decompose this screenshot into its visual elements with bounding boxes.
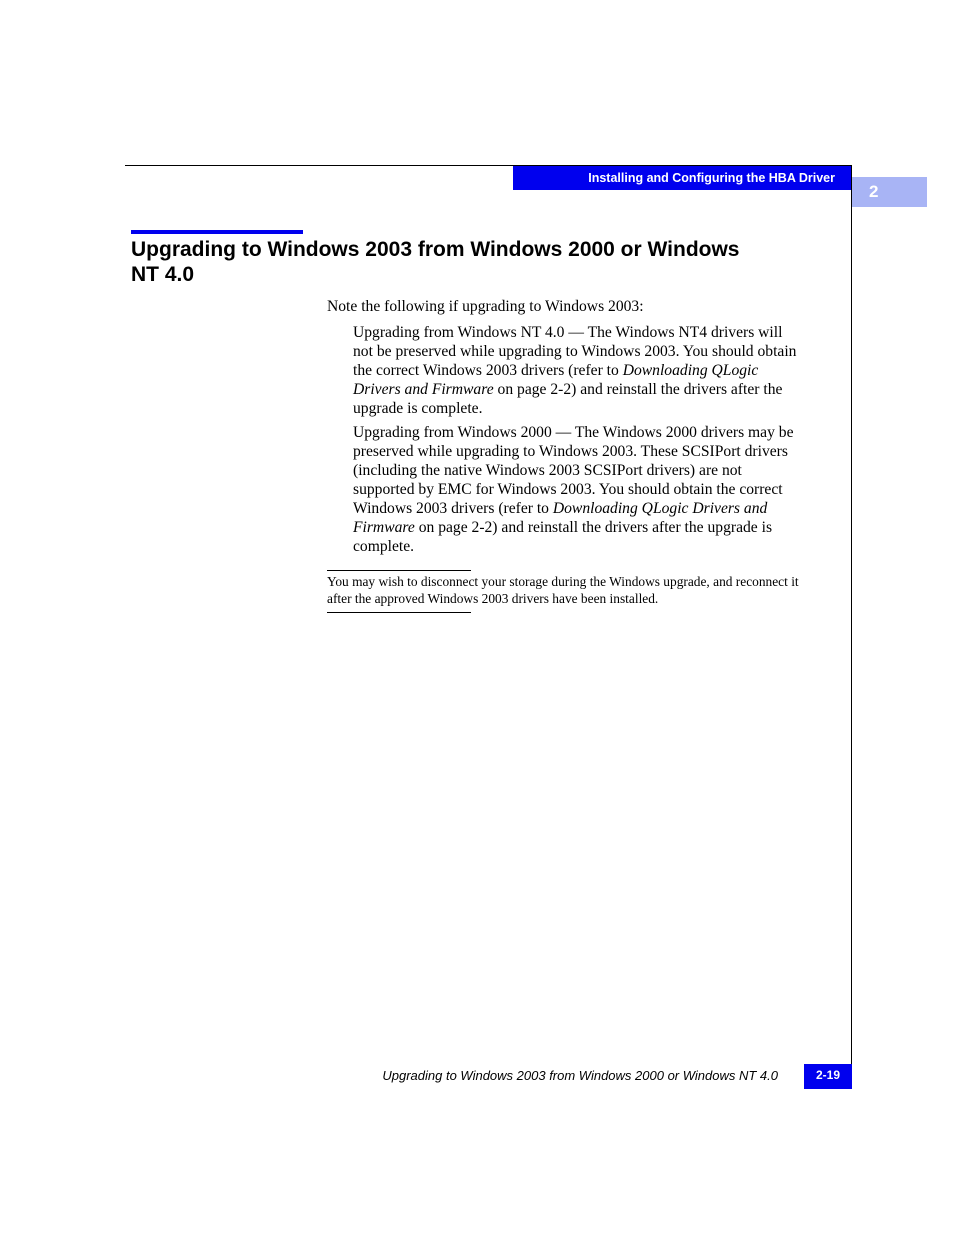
item-text-after: on page 2-2) and reinstall the drivers after the upgrade is complete. [353, 381, 783, 417]
note-top-rule [327, 570, 471, 571]
note-text: You may wish to disconnect your storage during the Windows upgrade, and reconnect it after the approved Windows 2003 drivers have been installed. [327, 574, 799, 606]
chapter-tab: 2 [852, 177, 927, 207]
item-text-after: on page 2-2) and reinstall the drivers after the upgrade is complete. [353, 519, 773, 555]
running-header: Installing and Configuring the HBA Driver [513, 166, 851, 190]
item-text-before: Upgrading from Windows NT 4.0 — The Windows NT4 drivers will not be preserved while upgrading to Windows 2003. You should obtain the correct Windows 2003 drivers (refer to [353, 324, 797, 379]
section-title: Upgrading to Windows 2003 from Windows 2000 or Windows NT 4.0 [131, 238, 740, 286]
title-accent-rule [131, 230, 303, 234]
page-number: 2-19 [804, 1064, 852, 1089]
cross-reference-link[interactable]: Downloading QLogic Drivers and Firmware [353, 362, 759, 398]
note-bottom-rule [327, 612, 471, 613]
list-item [353, 323, 803, 418]
page-edge-rule [851, 165, 852, 1089]
cross-reference-link[interactable]: Downloading QLogic Drivers and Firmware [353, 500, 768, 536]
item-text-before: Upgrading from Windows 2000 — The Windows 2000 drivers may be preserved while upgrading to Windows 2003. These SCSIPort drivers (including the native Windows 2003 SCSIPort drivers) are not supported by EMC for Windows 2003. You should obtain the correct Windows 2003 drivers (refer to [353, 424, 794, 517]
list-item [353, 423, 803, 556]
intro-paragraph: Note the following if upgrading to Windows 2003: [327, 298, 644, 315]
running-footer: Upgrading to Windows 2003 from Windows 2000 or Windows NT 4.0 [382, 1068, 778, 1083]
